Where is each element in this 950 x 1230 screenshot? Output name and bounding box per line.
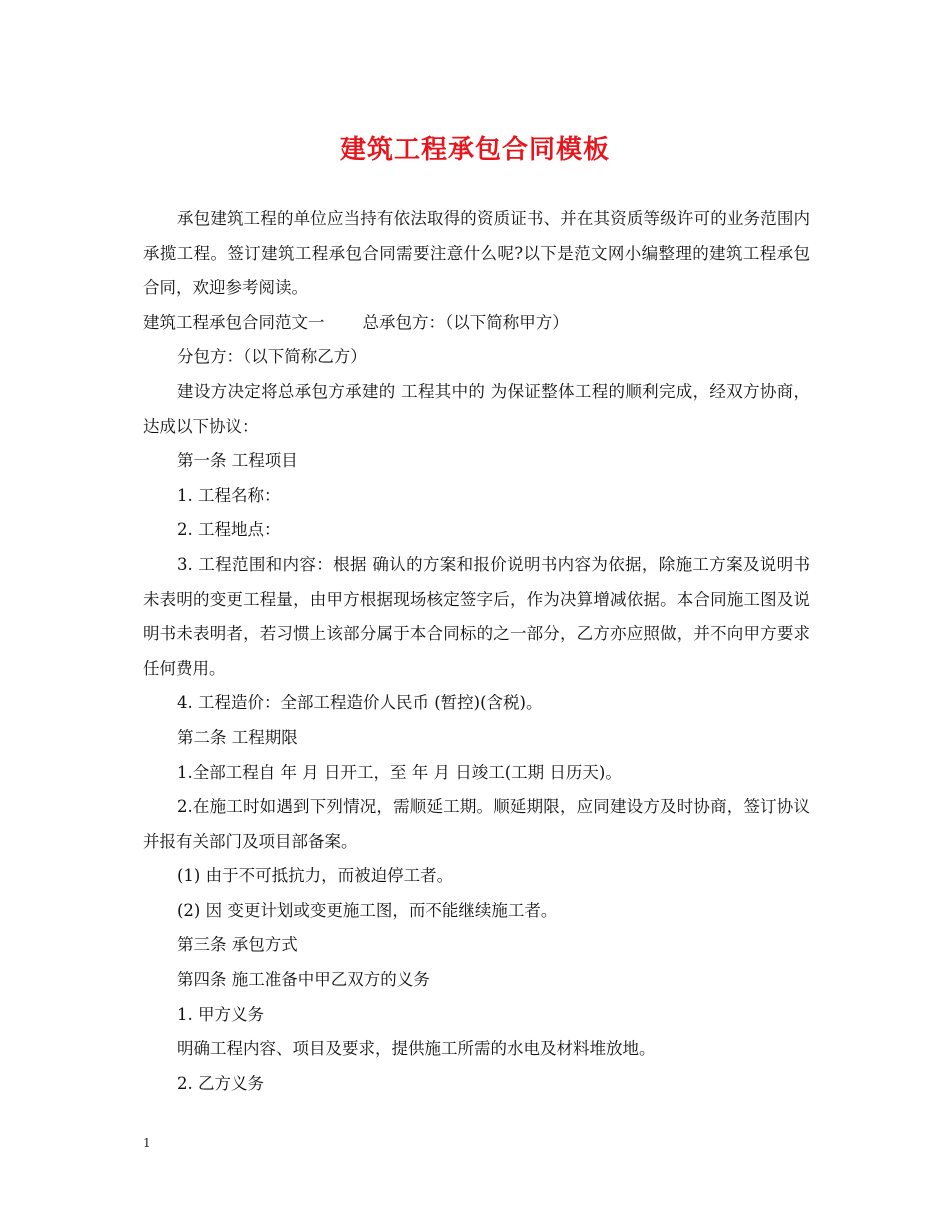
- subcontractor-line: 分包方：（以下简称乙方）: [177, 347, 367, 367]
- article-2-sub-2: (2) 因 变更计划或变更施工图，而不能继续施工者。: [177, 900, 558, 920]
- preamble-paragraph: 建设方决定将总承包方承建的 工程其中的 为保证整体工程的顺利完成，经双方协商，达成以下协议：: [143, 381, 810, 436]
- article-1-title: 第一条 工程项目: [177, 451, 298, 471]
- general-contractor-line: 总承包方：（以下简称甲方）: [362, 312, 569, 332]
- page-number: 1: [143, 1136, 151, 1150]
- article-2-title: 第二条 工程期限: [177, 727, 298, 747]
- article-2-sub-1: (1) 由于不可抵抗力，而被迫停工者。: [177, 866, 454, 886]
- article-4-item-1: 1. 甲方义务: [177, 1004, 264, 1024]
- sample-heading: 建筑工程承包合同范文一: [143, 312, 325, 332]
- article-2-item-1: 1.全部工程自 年 月 日开工，至 年 月 日竣工(工期 日历天)。: [177, 762, 622, 782]
- article-4-title: 第四条 施工准备中甲乙双方的义务: [177, 970, 430, 990]
- article-1-item-2: 2. 工程地点：: [177, 520, 281, 540]
- sample-heading-line: [143, 306, 810, 341]
- document-body: [143, 202, 810, 1101]
- article-4-item-1-text: 明确工程内容、项目及要求，提供施工所需的水电及材料堆放地。: [177, 1039, 656, 1059]
- article-1-item-1: 1. 工程名称：: [177, 485, 281, 505]
- article-1-item-4: 4. 工程造价：全部工程造价人民币 (暂控)(含税)。: [177, 693, 543, 713]
- article-1-item-3: 3. 工程范围和内容：根据 确认的方案和报价说明书内容为依据，除施工方案及说明书未表明的变更工程量，由甲方根据现场核定签字后，作为决算增减依据。本合同施工图及说明书未表明者，若习惯上该部分属于本合同标的之一部分，乙方亦应照做，并不向甲方要求任何费用。: [143, 554, 810, 678]
- intro-paragraph: 承包建筑工程的单位应当持有依法取得的资质证书、并在其资质等级许可的业务范围内承揽工程。签订建筑工程承包合同需要注意什么呢?以下是范文网小编整理的建筑工程承包合同，欢迎参考阅读。: [143, 209, 810, 298]
- article-4-item-2: 2. 乙方义务: [177, 1073, 264, 1093]
- article-2-item-2: 2.在施工时如遇到下列情况，需顺延工期。顺延期限，应同建设方及时协商，签订协议并报有关部门及项目部备案。: [143, 797, 810, 851]
- document-title: 建筑工程承包合同模板: [339, 135, 610, 165]
- article-3-title: 第三条 承包方式: [177, 935, 298, 955]
